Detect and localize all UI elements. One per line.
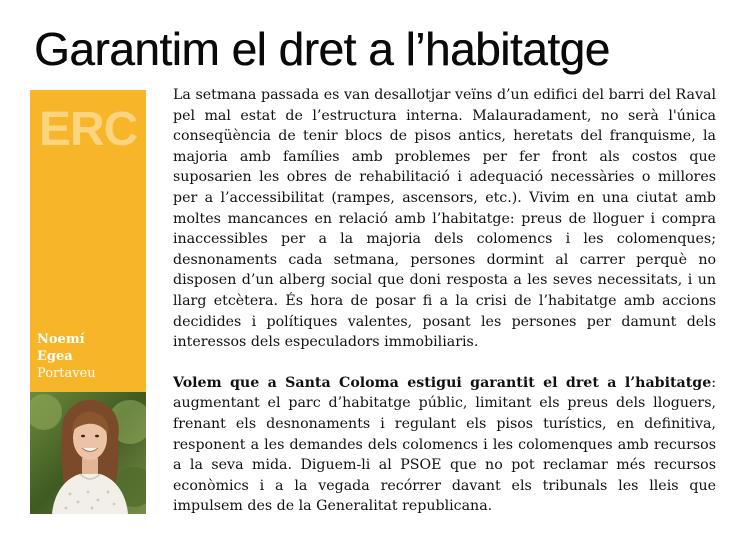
headline: Garantim el dret a l’habitatge — [34, 23, 610, 75]
author-portrait-image — [30, 392, 146, 514]
author-last-name: Egea — [37, 349, 73, 364]
author-sidebar — [30, 90, 146, 514]
article-paragraph-2-text: : augmentant el parc d’habitatge públic, limitant els preus dels lloguers, frenant els desnonaments i regulant els pisos turístics, en definitiva, responent a les demandes dels colomencs i les colomenques amb recursos a la seva mida. Diguem-li al PSOE que no pot reclamar més recursos econòmics i a la vegada recórrer davant els tribunals les lleis que impulsem des de la Generalitat republicana. — [173, 374, 716, 515]
author-role: Portaveu — [37, 366, 96, 381]
author-block — [37, 331, 142, 382]
article-paragraph-2-bold: Volem que a Santa Coloma estigui garantit el dret a l’habitatge — [173, 374, 712, 391]
author-first-name: Noemí — [37, 332, 85, 347]
author-photo — [30, 392, 146, 514]
article-paragraph-2 — [173, 373, 716, 517]
article-paragraph-1: La setmana passada es van desallotjar veïns d’un edifici del barri del Raval pel mal estat de l’estructura interna. Malauradament, no serà l'única conseqüència de tenir blocs de pisos antics, heretats del franquisme, la majoria amb famílies amb problemes per fer front als costos que suposarien les obres de rehabilitació i adequació necessàries o millores per a l’accessibilitat (rampes, ascensors, etc.). Vivim en una ciutat amb moltes mancances en relació amb l’habitatge: preus de lloguer i compra inaccessibles per a la majoria dels colomencs i les colomenques; desnonaments cada setmana, persones dormint al carrer perquè no disposen d’un alberg social que doni resposta a les seves necessitats, i un llarg etcètera. És hora de posar fi a la crisi de l’habitatge amb accions decidides i polítiques valentes, posant les persones per damunt dels interessos dels especuladors immobiliaris. — [173, 87, 716, 351]
party-logo: ERC — [39, 103, 138, 156]
article-body — [173, 85, 716, 517]
